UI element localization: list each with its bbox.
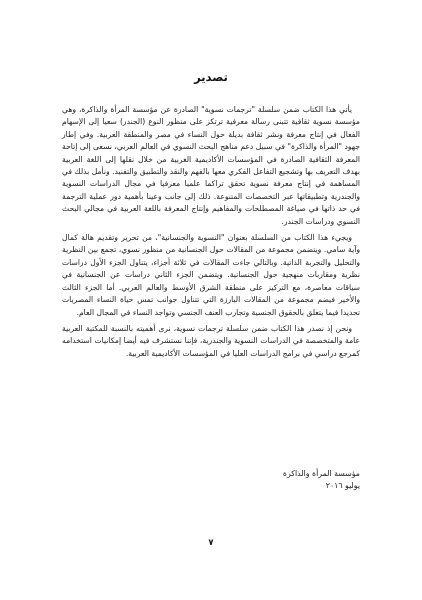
signature-block [283,468,360,493]
page-number: ٧ [208,538,214,548]
paragraph-2: ويجيء هذا الكتاب من السلسلة بعنوان "النسوية والجنسانية"، من تحرير وتقديم هالة كمال وآية سامي. ويتضمن مجموعة من المقالات حول الجنسانية من منظور نسوي، تجمع بين النظرية والتحليل والتجربة الذاتية. وبالتالي جاءت المقالات في ثلاثة أجزاء، يتناول الجزء الأول دراسات نظرية ومقاربات منهجية حول الجنسانية. ويتضمن الجزء الثاني دراسات عن الجنسانية في سياقات معاصرة، مع التركيز على منطقة الشرق الأوسط والعالم العربي. أما الجزء الثالث والأخير فيضم مجموعة من المقالات البارزة التي تتناول جوانب تمس حياة النساء المصريات تحديدا فيما يتعلق بالحقوق الجنسية وتجارب العنف الجنسي وتواجد النساء في المجال العام. [62,233,360,317]
signature-date: يوليو ٢٠١٦ [325,481,360,491]
paragraph-1: يأتي هذا الكتاب ضمن سلسلة "ترجمات نسوية" الصادرة عن مؤسسة المرأة والذاكرة، وهي مؤسسة نسوية ثقافية تتبنى رسالة معرفية ترتكز على منظور النوع (الجندر) سعيا إلى الإسهام الفعال في إنتاج معرفة ونشر ثقافة بديلة حول النساء في مصر والمنطقة العربية. وفي إطار جهود "المرأة والذاكرة" في سبيل دعم مناهج البحث النسوي في العالم العربي، نسعى إلى إتاحة المعرفة الثقافية الصادرة في المؤسسات الأكاديمية الغربية من خلال نقلها إلى اللغة العربية بهدف التعريف بها وتشجيع التفاعل الفكري معها بالفهم والنقد والتطبيق والتفنيد. ونأمل بذلك في المساهمة في إنتاج معرفة نسوية تحقق تراكما علميا معرفيا في مجال الدراسات النسوية والجندرية وتطبيقاتها عبر التخصصات المتنوعة. ذلك إلى جانب وعينا بأهمية دور عملية الترجمة في حد ذاتها في صياغة المصطلحات والمفاهيم وإنتاج المعرفة باللغة العربية في مجالي البحث النسوي ودراسات الجندر. [62,105,360,226]
paragraph-3: ونحن إذ نصدر هذا الكتاب ضمن سلسلة ترجمات نسوية، نرى أهميته بالنسبة للمكتبة العربية عامة والمتخصصة في الدراسات النسوية والجندرية، فإننا نستشرف فيه أيضا إمكانيات استخدامه كمرجع دراسي في برامج الدراسات العليا في المؤسسات الأكاديمية العربية. [62,323,360,358]
signature-organization: مؤسسة المرأة والذاكرة [282,469,360,478]
body-text [62,104,360,364]
page-title: تصدير [194,70,228,84]
